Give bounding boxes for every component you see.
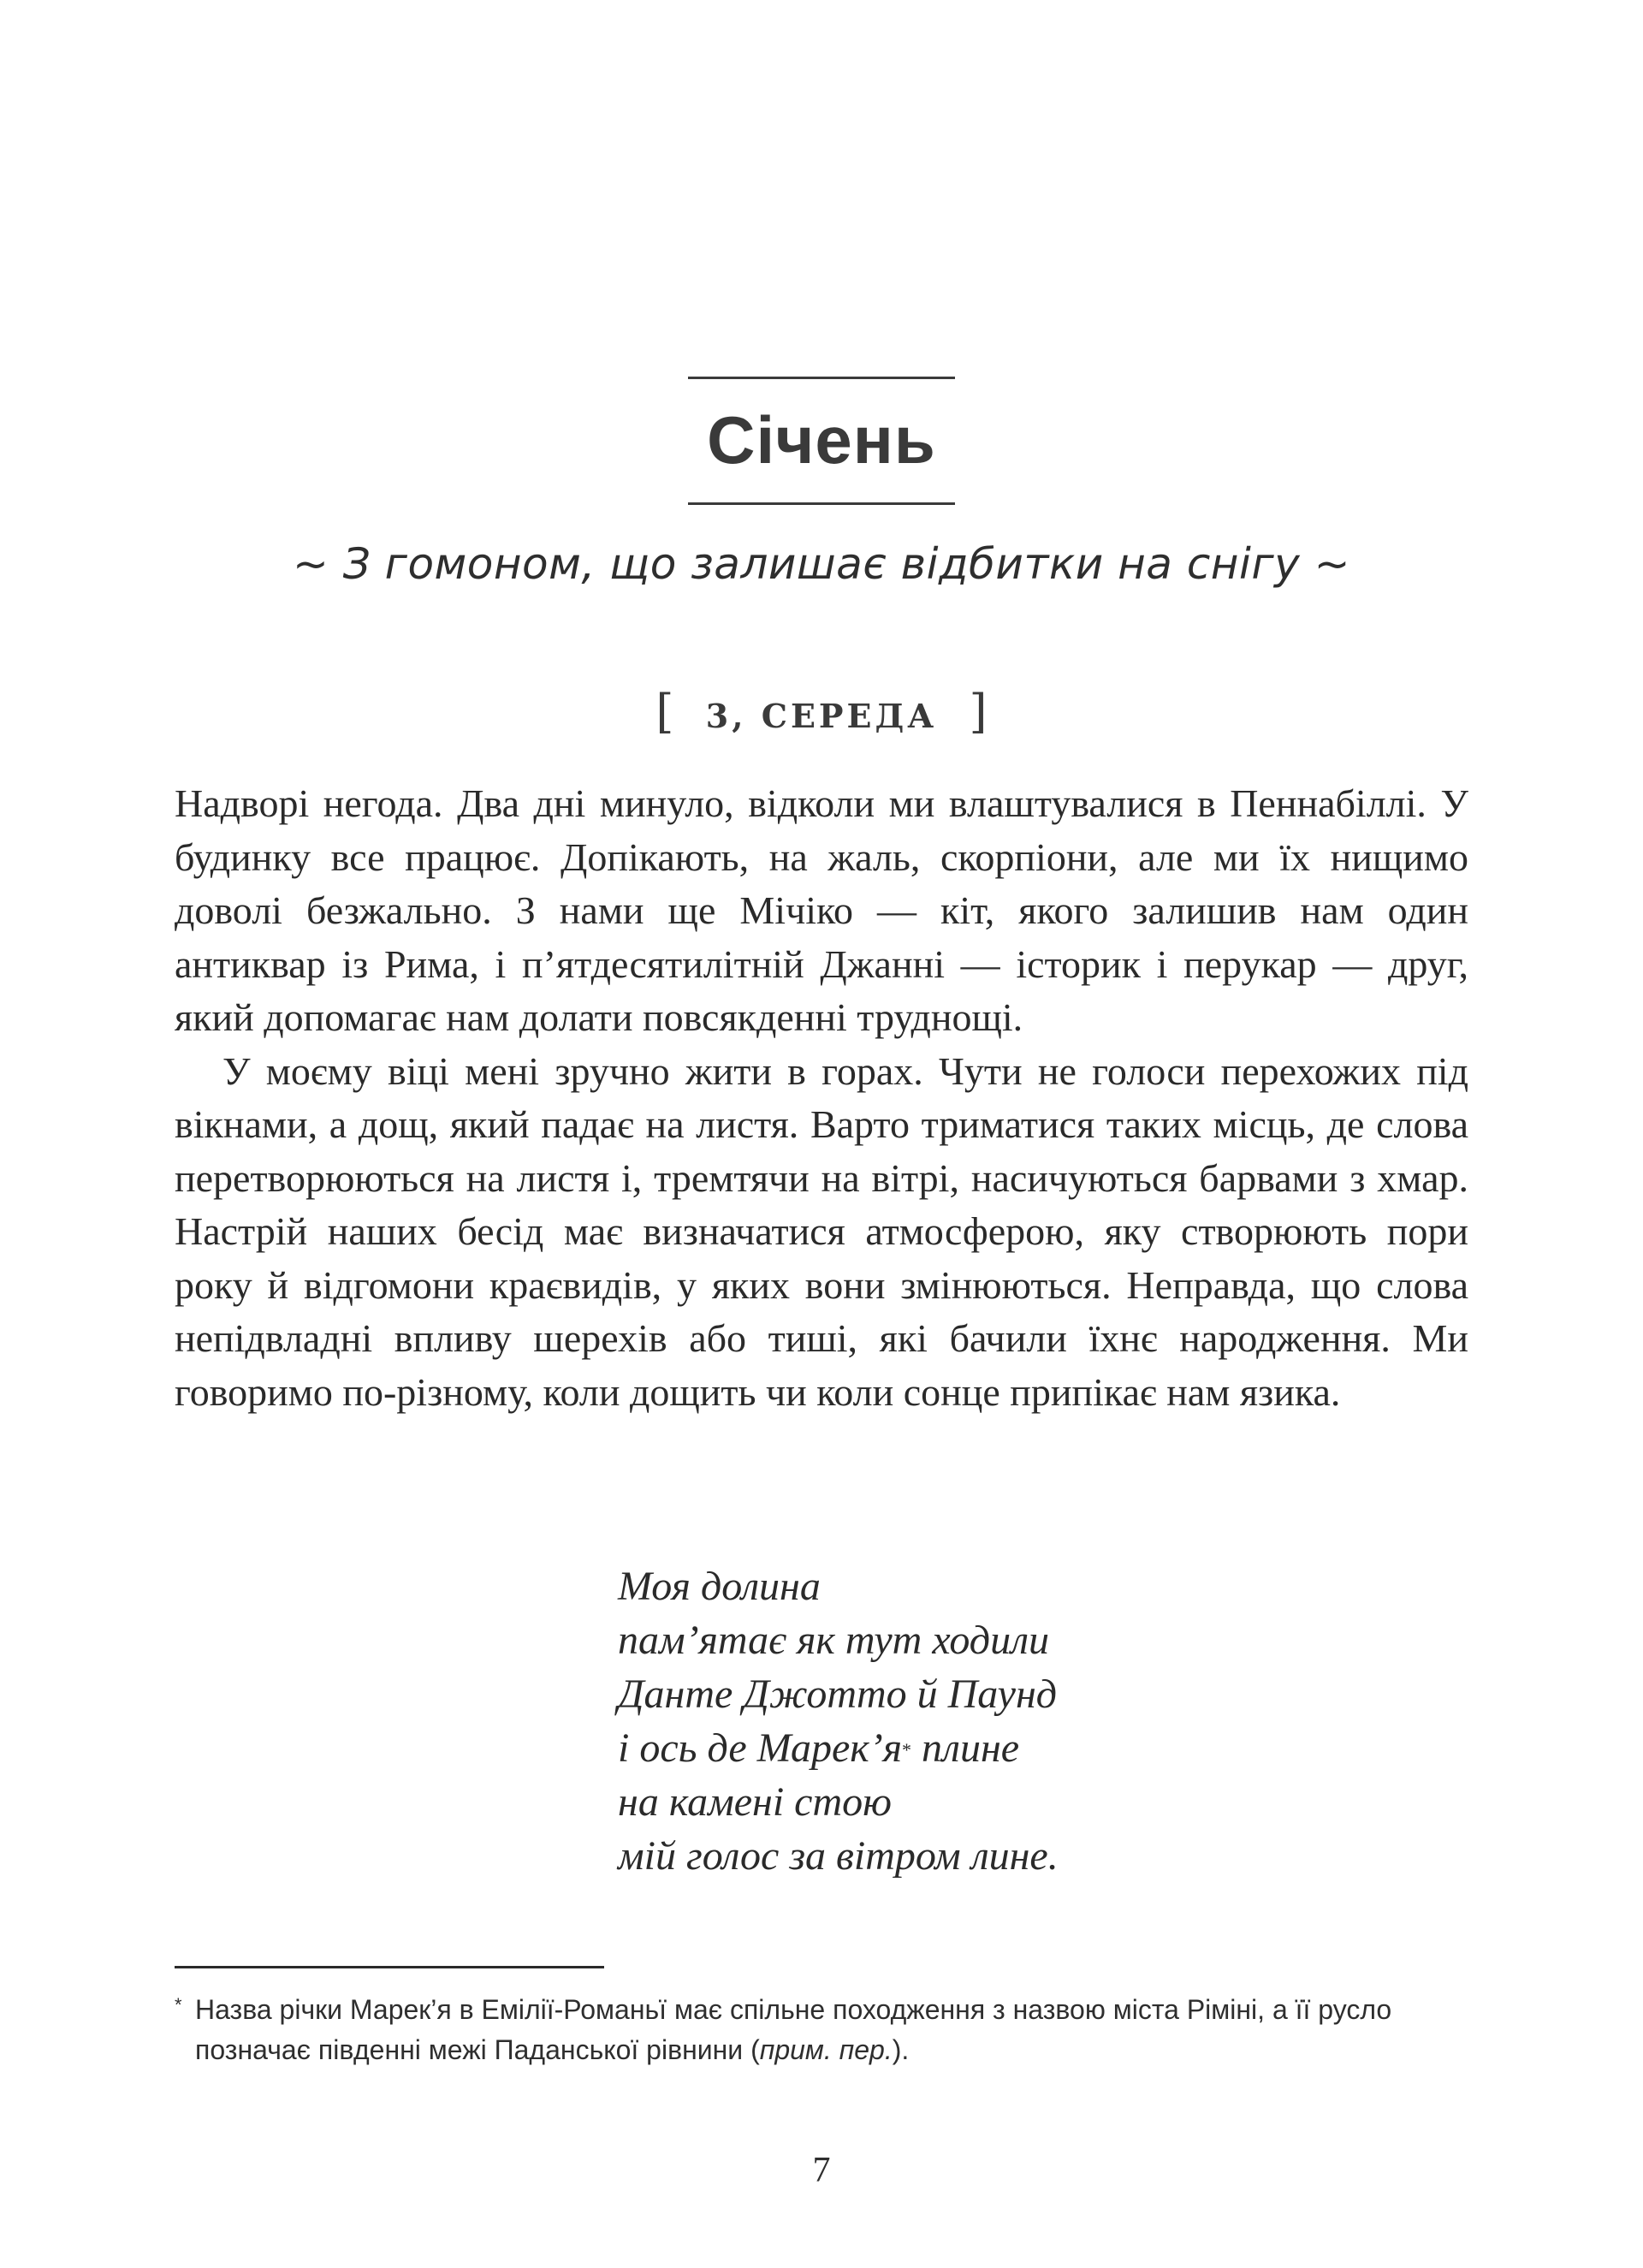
footnote: [175, 1990, 1472, 2070]
paragraph-1: Надворі негода. Два дні минуло, відколи ми влаштувалися в Пеннабіллі. У будинку все працює. Допікають, на жаль, скорпіони, але ми їх нищимо доволі безжально. З нами ще Мічіко — кіт, якого залишив нам один антиквар із Рима, і п’ятдесятилітній Джанні — історик і перукар — друг, який допомагає нам долати повсякденні труднощі.: [175, 781, 1468, 1039]
footnote-reference-mark[interactable]: *: [902, 1739, 912, 1760]
poem-line-6: мій голос за вітром лине.: [618, 1833, 1059, 1879]
poem-line-4-text: і ось де Марек’я: [618, 1725, 903, 1771]
poem-line-5: на камені стою: [618, 1779, 892, 1825]
footnote-text-main: Назва річки Марек’я в Емілії-Романьї має спільне походження з назвою міста Ріміні, а її русло позначає південні межі Паданської рівнини (: [195, 1994, 1392, 2065]
poem-line-2: пам’ятає як тут ходили: [618, 1618, 1049, 1663]
entry-date-heading: [0, 685, 1643, 739]
footnote-text-end: ).: [892, 2034, 910, 2065]
chapter-subtitle: ~ З гомоном, що залишає відбитки на снігу ~: [292, 539, 1351, 589]
footnote-text-italic: прим. пер.: [759, 2034, 893, 2065]
chapter-title-block: [0, 377, 1643, 505]
entry-body: [175, 777, 1468, 1419]
poem-line-1: Моя долина: [618, 1564, 821, 1609]
footnote-mark: *: [175, 1994, 182, 2016]
title-top-rule: [688, 377, 955, 379]
page-number: 7: [812, 2151, 831, 2190]
poem: [618, 1559, 1059, 1883]
chapter-title: Січень: [707, 402, 936, 478]
date-bracket-open: [: [655, 685, 674, 739]
title-bottom-rule: [688, 502, 955, 505]
footnote-separator: [175, 1966, 604, 1968]
poem-line-4: [618, 1721, 1059, 1775]
paragraph-2: У моєму віці мені зручно жити в горах. Чути не голоси перехожих під вікнами, а дощ, який падає на листя. Варто триматися таких місць, де слова перетворюються на листя і, тремтячи на вітрі, насичуються барвами з хмар. Настрій наших бесід має визначатися атмосферою, яку створюють пори року й відгомони краєвидів, у яких вони змінюються. Неправда, що слова непідвладні впливу шерехів або тиші, які бачили їхнє народження. Ми говоримо по-різному, коли дощить чи коли сонце припікає нам язика.: [175, 1048, 1468, 1414]
date-bracket-close: ]: [969, 685, 988, 739]
poem-line-3: Данте Джотто й Паунд: [618, 1671, 1058, 1717]
poem-line-4-end: плине: [911, 1725, 1020, 1771]
footnote-text: [175, 1990, 1472, 2070]
entry-date: 3, СЕРЕДА: [705, 697, 938, 735]
